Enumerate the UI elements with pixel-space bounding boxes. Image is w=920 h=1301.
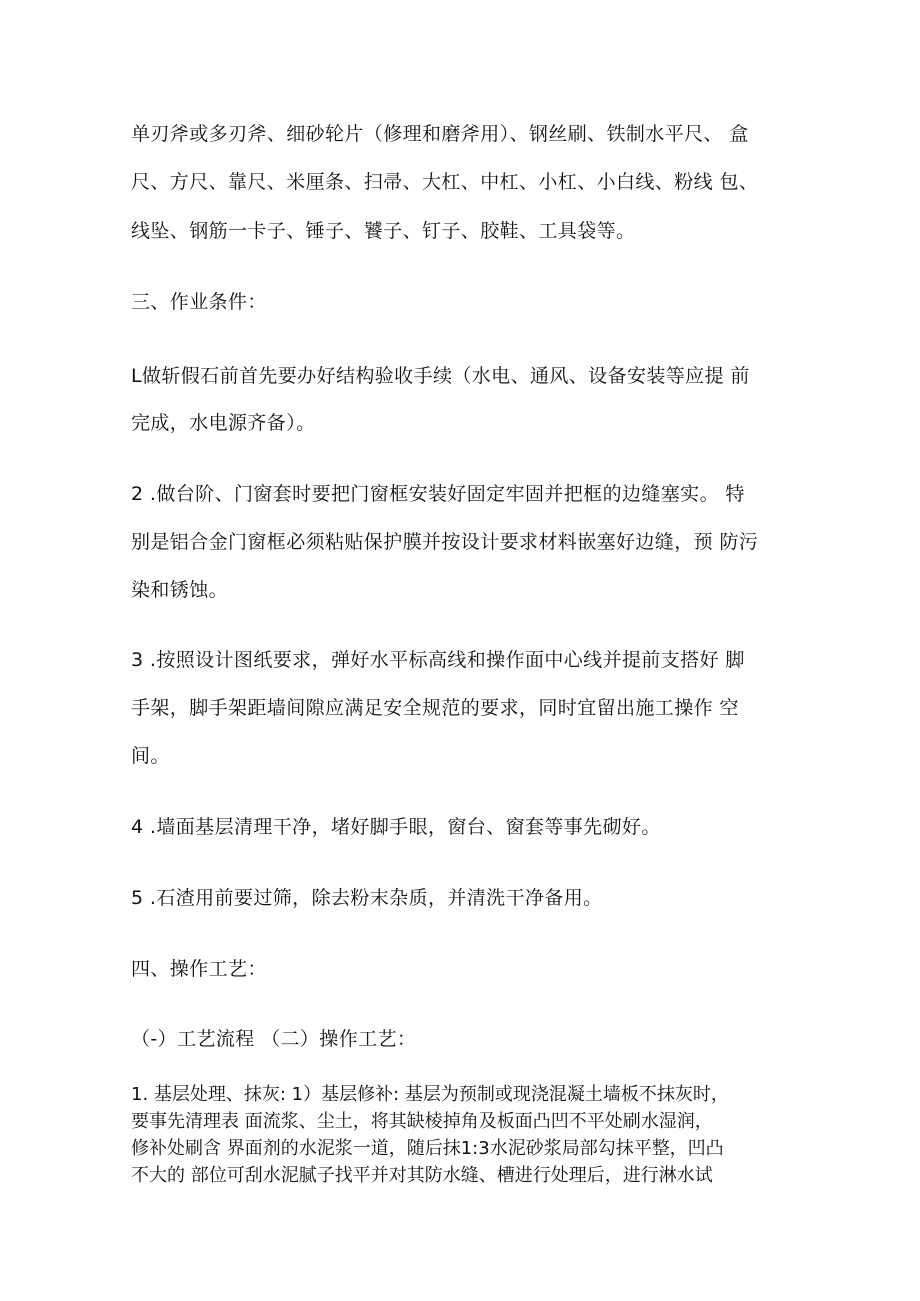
text-line-3: 线坠、钢筋一卡子、锤子、饕子、钉子、胶鞋、工具袋等。 xyxy=(131,220,636,242)
text-line-9: 染和锈蚀。 xyxy=(131,579,229,601)
text-line-10: 3 .按照设计图纸要求，弹好水平标高线和操作面中心线并提前支搭好 脚 xyxy=(131,649,745,671)
text-line-17: 1. 基层处理、抹灰: 1）基层修补: 基层为预制或现浇混凝土墙板不抹灰时， xyxy=(131,1084,729,1105)
text-line-14: 5 .石渣用前要过筛，除去粉末杂质，并清洗干净备用。 xyxy=(131,887,603,909)
section-heading-3: 三、作业条件： xyxy=(131,291,267,313)
subsection-heading: （-）工艺流程 （二）操作工艺： xyxy=(131,1028,417,1050)
text-line-11: 手架，脚手架距墙间隙应满足安全规范的要求，同时宜留出施工操作 空 xyxy=(131,697,739,719)
text-line-8: 别是铝合金门窗框必须粘贴保护膜并按设计要求材料嵌塞好边缝，预 防污 xyxy=(131,531,759,553)
text-line-13: 4 .墙面基层清理干净，堵好脚手眼，窗台、窗套等事先砌好。 xyxy=(131,816,661,838)
text-line-5: L做斩假石前首先要办好结构验收手续（水电、通风、设备安装等应提 前 xyxy=(131,365,750,387)
text-line-20: 不大的 部位可刮水泥腻子找平并对其防水缝、槽进行处理后，进行淋水试 xyxy=(131,1165,713,1186)
section-heading-4: 四、操作工艺： xyxy=(131,958,267,980)
text-line-19: 修补处刷含 界面剂的水泥浆一道，随后抹1:3水泥砂浆局部勾抹平整，凹凸 xyxy=(131,1138,724,1159)
text-line-6: 完成，水电源齐备）。 xyxy=(131,412,316,434)
text-line-18: 要事先清理表 面流浆、尘土，将其缺棱掉角及板面凸凹不平处刷水湿润， xyxy=(131,1111,713,1132)
text-line-2: 尺、方尺、靠尺、米厘条、扫帚、大杠、中杠、小杠、小白线、粉线 包、 xyxy=(131,171,759,193)
text-line-1: 单刃斧或多刃斧、细砂轮片（修理和磨斧用）、钢丝刷、铁制水平尺、 盒 xyxy=(131,123,749,145)
text-line-12: 间。 xyxy=(131,745,170,767)
text-line-7: 2 .做台阶、门窗套时要把门窗框安装好固定牢固并把框的边缝塞实。 特 xyxy=(131,483,745,505)
